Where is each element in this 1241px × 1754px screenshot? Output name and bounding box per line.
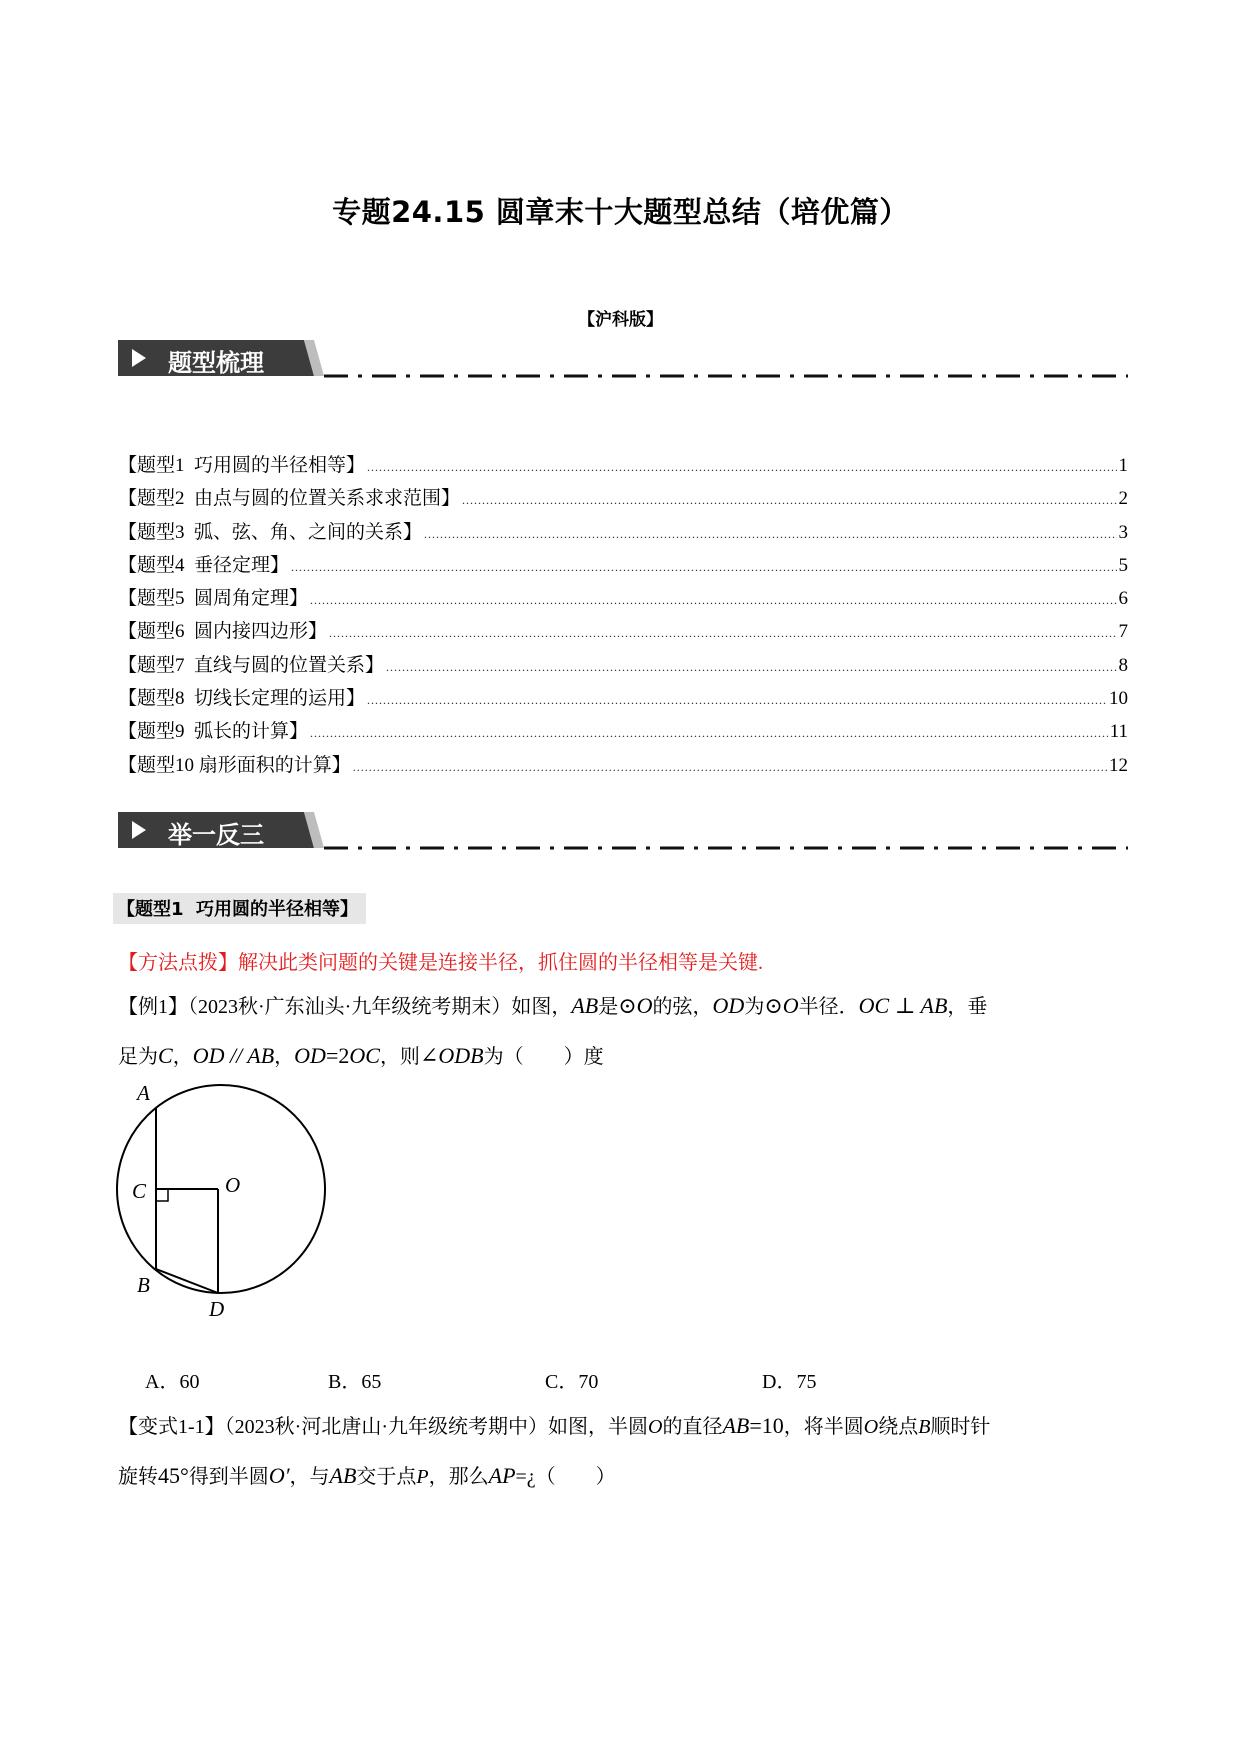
section-heading: 【题型1 巧用圆的半径相等】 xyxy=(113,893,366,924)
label-b: B xyxy=(137,1273,150,1297)
toc-entry[interactable]: 【题型10 扇形面积的计算】 ..... 12 xyxy=(118,750,1128,783)
edition-label: 【沪科版】 xyxy=(578,310,663,330)
example-line-1: 【例1】（2023秋·广东汕头·九年级统考期末）如图，AB是⊙O的弦，OD为⊙O半径．OC ⊥ AB，垂 xyxy=(118,993,988,1018)
option-b[interactable]: B．65 xyxy=(328,1371,382,1393)
label-o: O xyxy=(225,1173,241,1197)
banner-practice-graphic xyxy=(118,810,1130,856)
toc-entry[interactable]: 【题型9 弧长的计算】 ..... 11 xyxy=(118,716,1128,749)
banner-practice-label: 举一反三 xyxy=(168,821,264,849)
banner-overview xyxy=(118,338,1130,384)
toc-entry[interactable]: 【题型7 直线与圆的位置关系】 ..... 8 xyxy=(118,650,1128,683)
option-c[interactable]: C．70 xyxy=(545,1371,599,1393)
banner-practice xyxy=(118,810,1130,856)
toc-entry[interactable]: 【题型8 切线长定理的运用】 ..... 10 xyxy=(118,683,1128,716)
label-a: A xyxy=(137,1081,150,1105)
document-title: 专题24.15 圆章末十大题型总结（培优篇） xyxy=(332,195,909,229)
toc-entry[interactable]: 【题型3 弧、弦、角、之间的关系】 ..... 3 xyxy=(118,517,1128,550)
banner-overview-label: 题型梳理 xyxy=(168,349,264,377)
example-line-2: 足为C，OD // AB，OD=2OC，则∠ODB为（ ）度 xyxy=(118,1043,604,1068)
method-tag: 【方法点拨】 xyxy=(118,952,238,974)
variant-line-2: 旋转45°得到半圆O′，与AB交于点P，那么AP=¿（ ） xyxy=(118,1463,616,1488)
method-text: 解决此类问题的关键是连接半径，抓住圆的半径相等是关键. xyxy=(238,952,763,974)
circle-figure xyxy=(105,1075,345,1340)
method-tip xyxy=(118,946,1128,975)
toc-entry[interactable]: 【题型5 圆周角定理】 ..... 6 xyxy=(118,583,1128,616)
toc-entry[interactable]: 【题型4 垂径定理】 ..... 5 xyxy=(118,550,1128,583)
option-a[interactable]: A．60 xyxy=(145,1371,200,1393)
variant-tag: 【变式1-1】 xyxy=(118,1416,225,1438)
variant-line-1: 【变式1-1】（2023秋·河北唐山·九年级统考期中）如图，半圆O的直径AB=10，将半圆O绕点B顺时针 xyxy=(118,1413,991,1438)
example-tag: 【例1】 xyxy=(118,996,188,1018)
toc-entry[interactable]: 【题型6 圆内接四边形】 ..... 7 xyxy=(118,616,1128,649)
label-c: C xyxy=(132,1179,147,1203)
banner-overview-graphic xyxy=(118,338,1130,384)
toc-entry[interactable]: 【题型1 巧用圆的半径相等】 ..... 1 xyxy=(118,450,1128,483)
option-d[interactable]: D．75 xyxy=(762,1371,817,1393)
table-of-contents xyxy=(118,450,1128,783)
label-d: D xyxy=(209,1297,225,1321)
toc-entry[interactable]: 【题型2 由点与圆的位置关系求求范围】 ..... 2 xyxy=(118,483,1128,516)
